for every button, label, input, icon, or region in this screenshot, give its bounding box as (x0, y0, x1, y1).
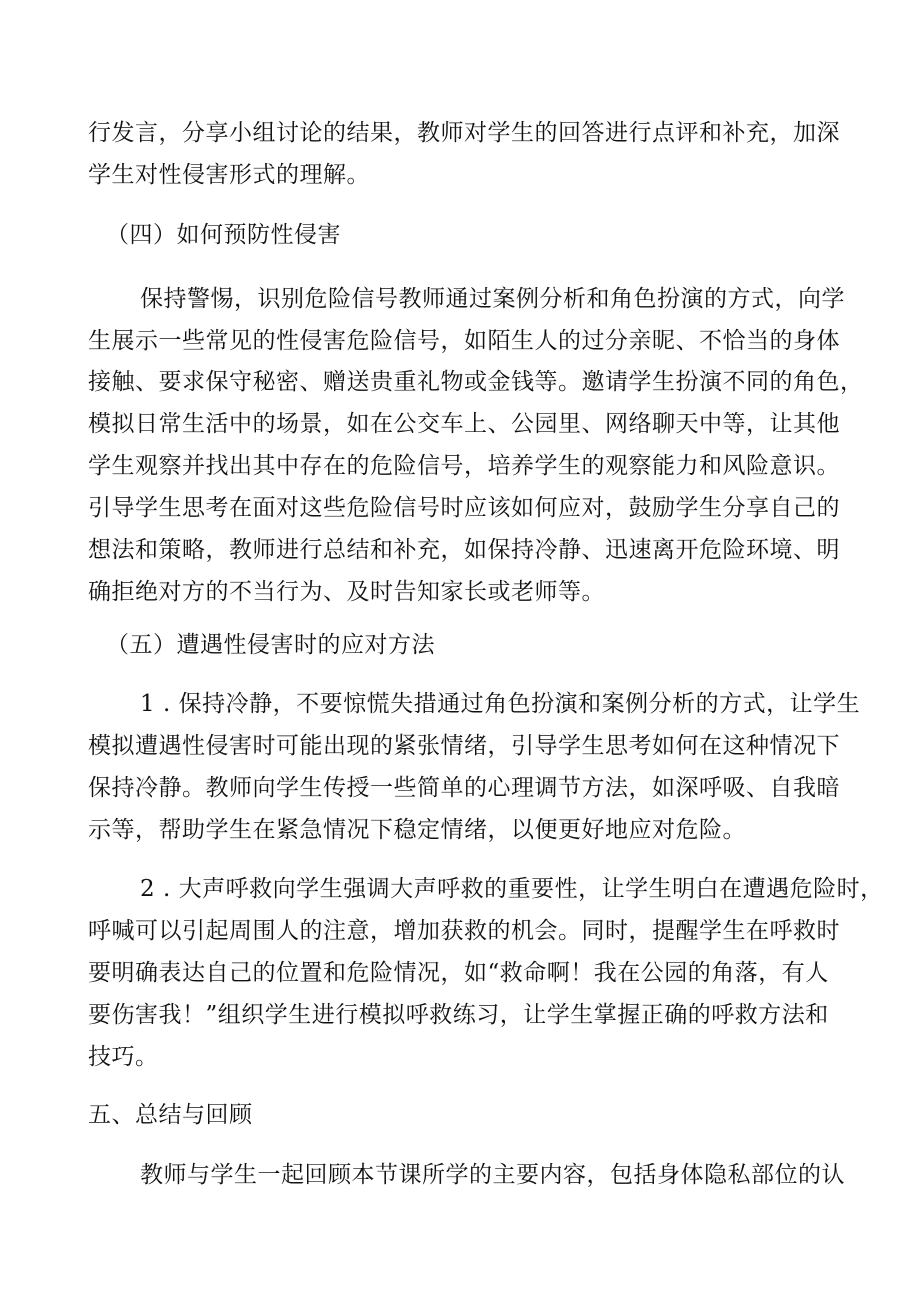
paragraph-line: 学生对性侵害形式的理解。 (88, 162, 370, 188)
paragraph-line: 保持警惕，识别危险信号教师通过案例分析和角色扮演的方式，向学 (140, 286, 845, 312)
paragraph-line: 确拒绝对方的不当行为、及时告知家长或老师等。 (88, 579, 605, 605)
paragraph-line: 模拟日常生活中的场景，如在公交车上、公园里、网络聊天中等，让其他 (88, 411, 840, 437)
paragraph-line: 技巧。 (88, 1044, 159, 1070)
paragraph-line: 行发言，分享小组讨论的结果，教师对学生的回答进行点评和补充，加深 (88, 120, 840, 146)
paragraph-line: 想法和策略，教师进行总结和补充，如保持冷静、迅速离开危险环境、明 (88, 537, 840, 563)
paragraph-line: 2 . 大声呼救向学生强调大声呼救的重要性，让学生明白在遭遇危险时， (140, 876, 884, 902)
section-heading: 五、总结与回顾 (88, 1102, 253, 1128)
paragraph-line: 接触、要求保守秘密、赠送贵重礼物或金钱等。邀请学生扮演不同的角色， (88, 369, 864, 395)
paragraph-line: 1 . 保持冷静，不要惊慌失措通过角色扮演和案例分析的方式，让学生 (140, 691, 861, 717)
paragraph-line: 要伤害我！”组织学生进行模拟呼救练习，让学生掌握正确的呼救方法和 (88, 1002, 829, 1028)
paragraph-line: 要明确表达自己的位置和危险情况，如“救命啊！我在公园的角落，有人 (88, 960, 829, 986)
paragraph-line: 示等，帮助学生在紧急情况下稳定情绪，以便更好地应对危险。 (88, 817, 746, 843)
section-heading: （五）遭遇性侵害时的应对方法 (106, 632, 435, 658)
paragraph-line: 学生观察并找出其中存在的危险信号，培养学生的观察能力和风险意识。 (88, 453, 840, 479)
paragraph-line: 模拟遭遇性侵害时可能出现的紧张情绪，引导学生思考如何在这种情况下 (88, 733, 840, 759)
paragraph-line: 保持冷静。教师向学生传授一些简单的心理调节方法，如深呼吸、自我暗 (88, 775, 840, 801)
paragraph-line: 引导学生思考在面对这些危险信号时应该如何应对，鼓励学生分享自己的 (88, 495, 840, 521)
paragraph-line: 生展示一些常见的性侵害危险信号，如陌生人的过分亲昵、不恰当的身体 (88, 328, 840, 354)
paragraph-line: 呼喊可以引起周围人的注意，增加获救的机会。同时，提醒学生在呼救时 (88, 918, 840, 944)
section-heading: （四）如何预防性侵害 (106, 222, 341, 248)
paragraph-line: 教师与学生一起回顾本节课所学的主要内容，包括身体隐私部位的认 (140, 1162, 845, 1188)
